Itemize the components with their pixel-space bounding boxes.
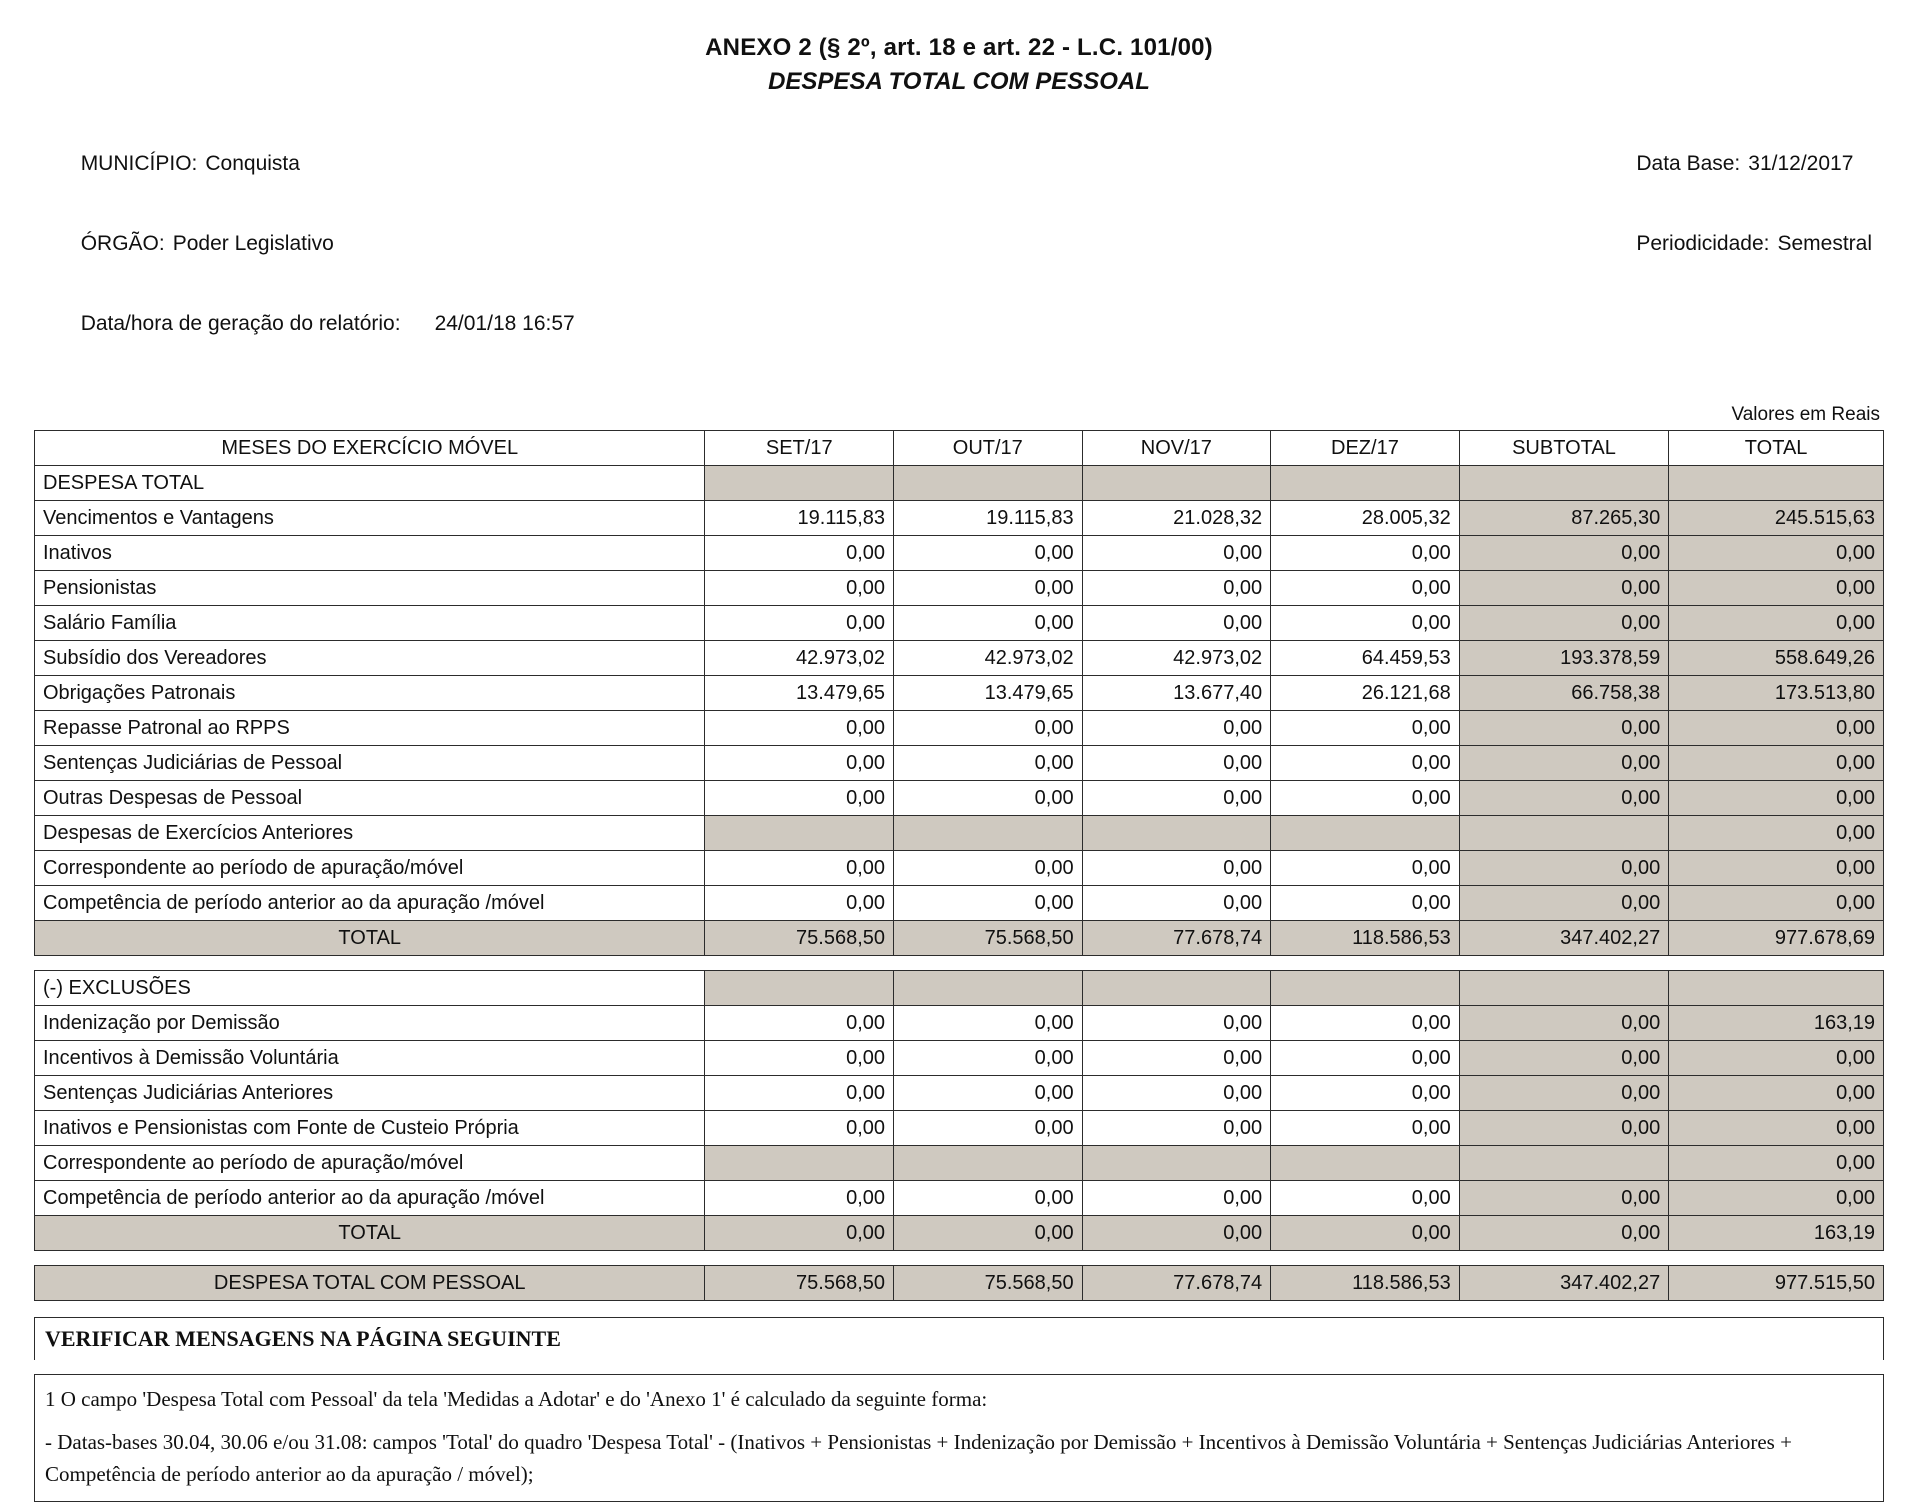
section-title-fill	[1271, 971, 1460, 1006]
orgao-label: ÓRGÃO:	[80, 232, 165, 255]
exclusoes-table	[34, 970, 1884, 1251]
notes-box	[34, 1374, 1884, 1502]
table-row	[35, 1006, 1884, 1041]
row-label: Inativos	[35, 536, 705, 571]
total-subtotal: 0,00	[1459, 1216, 1669, 1251]
total-value: 0,00	[1082, 1216, 1271, 1251]
row-total: 0,00	[1669, 816, 1884, 851]
row-value: 0,00	[1271, 781, 1460, 816]
section-title-fill	[894, 466, 1083, 501]
col-header-total: TOTAL	[1669, 431, 1884, 466]
row-subtotal: 0,00	[1459, 1006, 1669, 1041]
total-value: 0,00	[894, 1216, 1083, 1251]
row-value: 0,00	[894, 1111, 1083, 1146]
total-value: 75.568,50	[705, 921, 894, 956]
grand-total-row	[35, 1266, 1884, 1301]
periodicidade-label: Periodicidade:	[1636, 232, 1770, 255]
orgao-line	[34, 208, 575, 280]
row-subtotal: 0,00	[1459, 606, 1669, 641]
row-value: 0,00	[1271, 1181, 1460, 1216]
row-label: Pensionistas	[35, 571, 705, 606]
grand-total-value: 75.568,50	[894, 1266, 1083, 1301]
despesa-total-com-pessoal-table	[34, 1265, 1884, 1301]
report-meta	[34, 128, 1884, 368]
row-value: 0,00	[1271, 1006, 1460, 1041]
row-total: 173.513,80	[1669, 676, 1884, 711]
row-subtotal: 0,00	[1459, 711, 1669, 746]
row-label: Obrigações Patronais	[35, 676, 705, 711]
col-header-dez17: DEZ/17	[1271, 431, 1460, 466]
section-title-fill	[705, 466, 894, 501]
geracao-value: 24/01/18 16:57	[434, 312, 575, 335]
row-value: 42.973,02	[705, 641, 894, 676]
row-value: 0,00	[894, 851, 1083, 886]
row-subtotal: 0,00	[1459, 1041, 1669, 1076]
section-title-exclusoes: (-) EXCLUSÕES	[35, 971, 705, 1006]
grand-total-subtotal: 347.402,27	[1459, 1266, 1669, 1301]
row-total: 0,00	[1669, 851, 1884, 886]
row-value: 42.973,02	[894, 641, 1083, 676]
row-value: 0,00	[1271, 746, 1460, 781]
table-row	[35, 711, 1884, 746]
table-row	[35, 746, 1884, 781]
row-value: 0,00	[1082, 1041, 1271, 1076]
row-value: 0,00	[1082, 571, 1271, 606]
row-value: 0,00	[705, 1076, 894, 1111]
row-value: 0,00	[705, 1041, 894, 1076]
row-total: 245.515,63	[1669, 501, 1884, 536]
periodicidade-line	[1590, 208, 1872, 280]
row-subtotal: 87.265,30	[1459, 501, 1669, 536]
row-value: 0,00	[1082, 1181, 1271, 1216]
col-header-subtotal: SUBTOTAL	[1459, 431, 1669, 466]
table-gap	[34, 956, 1884, 970]
notes-heading: VERIFICAR MENSAGENS NA PÁGINA SEGUINTE	[34, 1317, 1884, 1360]
table-row	[35, 641, 1884, 676]
table-row	[35, 501, 1884, 536]
row-value: 13.479,65	[705, 676, 894, 711]
col-header-meses: MESES DO EXERCÍCIO MÓVEL	[35, 431, 705, 466]
table-row	[35, 886, 1884, 921]
total-value: 0,00	[1271, 1216, 1460, 1251]
table-row	[35, 536, 1884, 571]
row-value: 0,00	[1082, 746, 1271, 781]
row-value: 19.115,83	[705, 501, 894, 536]
row-value: 0,00	[1082, 536, 1271, 571]
data-base-label: Data Base:	[1636, 152, 1741, 175]
municipio-line	[34, 128, 575, 200]
grand-total-value: 77.678,74	[1082, 1266, 1271, 1301]
row-value: 0,00	[1271, 606, 1460, 641]
section-title-row-exclusoes	[35, 971, 1884, 1006]
total-label: TOTAL	[35, 921, 705, 956]
section-title-fill	[1669, 466, 1884, 501]
row-total: 0,00	[1669, 746, 1884, 781]
table-row	[35, 781, 1884, 816]
row-total: 163,19	[1669, 1006, 1884, 1041]
row-subtotal: 0,00	[1459, 1111, 1669, 1146]
row-total: 0,00	[1669, 571, 1884, 606]
section-title-fill	[1459, 466, 1669, 501]
total-value: 0,00	[705, 1216, 894, 1251]
row-value: 0,00	[705, 536, 894, 571]
total-grand: 163,19	[1669, 1216, 1884, 1251]
row-label: Correspondente ao período de apuração/móvel	[35, 1146, 705, 1181]
row-value: 21.028,32	[1082, 501, 1271, 536]
col-header-nov17: NOV/17	[1082, 431, 1271, 466]
row-total: 0,00	[1669, 1041, 1884, 1076]
table-row	[35, 1111, 1884, 1146]
table-header-row	[35, 431, 1884, 466]
row-total: 0,00	[1669, 1181, 1884, 1216]
exclusoes-total-row	[35, 1216, 1884, 1251]
row-value: 0,00	[1271, 1111, 1460, 1146]
row-value: 0,00	[1271, 1041, 1460, 1076]
section-title-row-despesa	[35, 466, 1884, 501]
periodicidade-value: Semestral	[1777, 232, 1872, 255]
row-subtotal-empty	[1459, 1146, 1669, 1181]
row-value: 13.479,65	[894, 676, 1083, 711]
meta-right-block	[1590, 128, 1884, 288]
row-value: 0,00	[1271, 886, 1460, 921]
table-row	[35, 816, 1884, 851]
grand-total-value: 75.568,50	[705, 1266, 894, 1301]
row-total: 558.649,26	[1669, 641, 1884, 676]
row-value: 0,00	[894, 886, 1083, 921]
col-header-set17: SET/17	[705, 431, 894, 466]
report-subtitle: DESPESA TOTAL COM PESSOAL	[768, 68, 1150, 95]
row-value: 0,00	[1082, 606, 1271, 641]
table-row	[35, 676, 1884, 711]
row-label: Subsídio dos Vereadores	[35, 641, 705, 676]
row-value-empty	[1271, 816, 1460, 851]
municipio-label: MUNICÍPIO:	[80, 152, 198, 175]
section-title-fill	[1082, 466, 1271, 501]
row-total: 0,00	[1669, 1146, 1884, 1181]
table-row	[35, 1181, 1884, 1216]
row-value: 0,00	[894, 746, 1083, 781]
row-value: 0,00	[705, 781, 894, 816]
grand-total-value: 118.586,53	[1271, 1266, 1460, 1301]
row-value: 0,00	[1082, 851, 1271, 886]
total-grand: 977.678,69	[1669, 921, 1884, 956]
row-value: 0,00	[1082, 1076, 1271, 1111]
row-value: 26.121,68	[1271, 676, 1460, 711]
row-value: 0,00	[705, 1006, 894, 1041]
row-value: 13.677,40	[1082, 676, 1271, 711]
table-row	[35, 1041, 1884, 1076]
data-base-value: 31/12/2017	[1748, 152, 1854, 175]
total-label: TOTAL	[35, 1216, 705, 1251]
row-label: Sentenças Judiciárias de Pessoal	[35, 746, 705, 781]
row-value: 0,00	[894, 781, 1083, 816]
row-value-empty	[1082, 1146, 1271, 1181]
row-label: Competência de período anterior ao da apuração /móvel	[35, 886, 705, 921]
row-value: 0,00	[705, 606, 894, 641]
row-subtotal: 193.378,59	[1459, 641, 1669, 676]
section-title-fill	[705, 971, 894, 1006]
meta-left-block	[34, 128, 575, 368]
total-value: 75.568,50	[894, 921, 1083, 956]
section-title-despesa: DESPESA TOTAL	[35, 466, 705, 501]
section-title-fill	[1271, 466, 1460, 501]
row-value: 0,00	[894, 536, 1083, 571]
row-label: Indenização por Demissão	[35, 1006, 705, 1041]
row-value: 0,00	[894, 606, 1083, 641]
row-value-empty	[1082, 816, 1271, 851]
section-title-fill	[1459, 971, 1669, 1006]
row-value: 0,00	[894, 1006, 1083, 1041]
total-subtotal: 347.402,27	[1459, 921, 1669, 956]
row-subtotal: 0,00	[1459, 536, 1669, 571]
despesa-total-table	[34, 430, 1884, 956]
row-value: 0,00	[1082, 781, 1271, 816]
row-value-empty	[705, 816, 894, 851]
row-subtotal: 0,00	[1459, 1181, 1669, 1216]
row-value: 0,00	[1082, 1006, 1271, 1041]
row-value: 0,00	[1271, 1076, 1460, 1111]
table-row	[35, 1146, 1884, 1181]
row-value: 0,00	[1082, 1111, 1271, 1146]
grand-total-label: DESPESA TOTAL COM PESSOAL	[35, 1266, 705, 1301]
row-value: 0,00	[705, 711, 894, 746]
row-value: 0,00	[894, 571, 1083, 606]
section-title-fill	[1082, 971, 1271, 1006]
table-row	[35, 606, 1884, 641]
row-subtotal-empty	[1459, 816, 1669, 851]
row-value: 0,00	[1271, 711, 1460, 746]
table-row	[35, 571, 1884, 606]
row-value: 42.973,02	[1082, 641, 1271, 676]
row-value: 0,00	[1271, 536, 1460, 571]
row-subtotal: 0,00	[1459, 571, 1669, 606]
row-total: 0,00	[1669, 536, 1884, 571]
row-value: 0,00	[705, 886, 894, 921]
report-title: ANEXO 2 (§ 2º, art. 18 e art. 22 - L.C. 101/00)	[705, 34, 1213, 61]
row-value: 0,00	[1271, 851, 1460, 886]
row-value: 28.005,32	[1271, 501, 1460, 536]
row-label: Correspondente ao período de apuração/móvel	[35, 851, 705, 886]
row-label: Incentivos à Demissão Voluntária	[35, 1041, 705, 1076]
row-total: 0,00	[1669, 711, 1884, 746]
total-value: 118.586,53	[1271, 921, 1460, 956]
row-value: 0,00	[1082, 711, 1271, 746]
row-subtotal: 0,00	[1459, 851, 1669, 886]
row-subtotal: 66.758,38	[1459, 676, 1669, 711]
row-value: 0,00	[894, 1181, 1083, 1216]
despesa-total-row	[35, 921, 1884, 956]
row-value-empty	[705, 1146, 894, 1181]
table-gap	[34, 1251, 1884, 1265]
row-label: Despesas de Exercícios Anteriores	[35, 816, 705, 851]
row-value-empty	[894, 816, 1083, 851]
table-row	[35, 851, 1884, 886]
row-total: 0,00	[1669, 1111, 1884, 1146]
row-value-empty	[894, 1146, 1083, 1181]
row-label: Inativos e Pensionistas com Fonte de Custeio Própria	[35, 1111, 705, 1146]
row-value: 19.115,83	[894, 501, 1083, 536]
row-value: 64.459,53	[1271, 641, 1460, 676]
row-total: 0,00	[1669, 606, 1884, 641]
geracao-label: Data/hora de geração do relatório:	[80, 312, 401, 335]
row-value: 0,00	[705, 571, 894, 606]
col-header-out17: OUT/17	[894, 431, 1083, 466]
row-total: 0,00	[1669, 781, 1884, 816]
orgao-value: Poder Legislativo	[172, 232, 334, 255]
section-title-fill	[1669, 971, 1884, 1006]
row-value: 0,00	[705, 851, 894, 886]
geracao-line	[34, 288, 575, 360]
total-value: 77.678,74	[1082, 921, 1271, 956]
row-value: 0,00	[705, 1111, 894, 1146]
table-row	[35, 1076, 1884, 1111]
row-label: Sentenças Judiciárias Anteriores	[35, 1076, 705, 1111]
row-label: Competência de período anterior ao da apuração /móvel	[35, 1181, 705, 1216]
row-value: 0,00	[894, 1041, 1083, 1076]
row-subtotal: 0,00	[1459, 746, 1669, 781]
row-label: Vencimentos e Vantagens	[35, 501, 705, 536]
note-line-1: 1 O campo 'Despesa Total com Pessoal' da tela 'Medidas a Adotar' e do 'Anexo 1' é calculado da seguinte forma:	[45, 1387, 988, 1411]
data-base-line	[1590, 128, 1872, 200]
note-line-2: - Datas-bases 30.04, 30.06 e/ou 31.08: campos 'Total' do quadro 'Despesa Total' - (Inativos + Pensionistas + Indenização por Demissão + Incentivos à Demissão Voluntária + Sentenças Judiciárias Anteriores + Competência de período anterior ao da apuração / móvel);	[45, 1429, 1792, 1487]
row-value: 0,00	[894, 1076, 1083, 1111]
row-subtotal: 0,00	[1459, 781, 1669, 816]
row-value: 0,00	[894, 711, 1083, 746]
row-value: 0,00	[705, 1181, 894, 1216]
row-label: Salário Família	[35, 606, 705, 641]
row-value: 0,00	[1082, 886, 1271, 921]
municipio-value: Conquista	[205, 152, 300, 175]
row-subtotal: 0,00	[1459, 886, 1669, 921]
row-subtotal: 0,00	[1459, 1076, 1669, 1111]
grand-total-total: 977.515,50	[1669, 1266, 1884, 1301]
row-value: 0,00	[1271, 571, 1460, 606]
row-total: 0,00	[1669, 1076, 1884, 1111]
row-value: 0,00	[705, 746, 894, 781]
row-label: Outras Despesas de Pessoal	[35, 781, 705, 816]
row-total: 0,00	[1669, 886, 1884, 921]
row-label: Repasse Patronal ao RPPS	[35, 711, 705, 746]
section-title-fill	[894, 971, 1083, 1006]
row-value-empty	[1271, 1146, 1460, 1181]
valores-note: Valores em Reais	[1731, 404, 1880, 425]
